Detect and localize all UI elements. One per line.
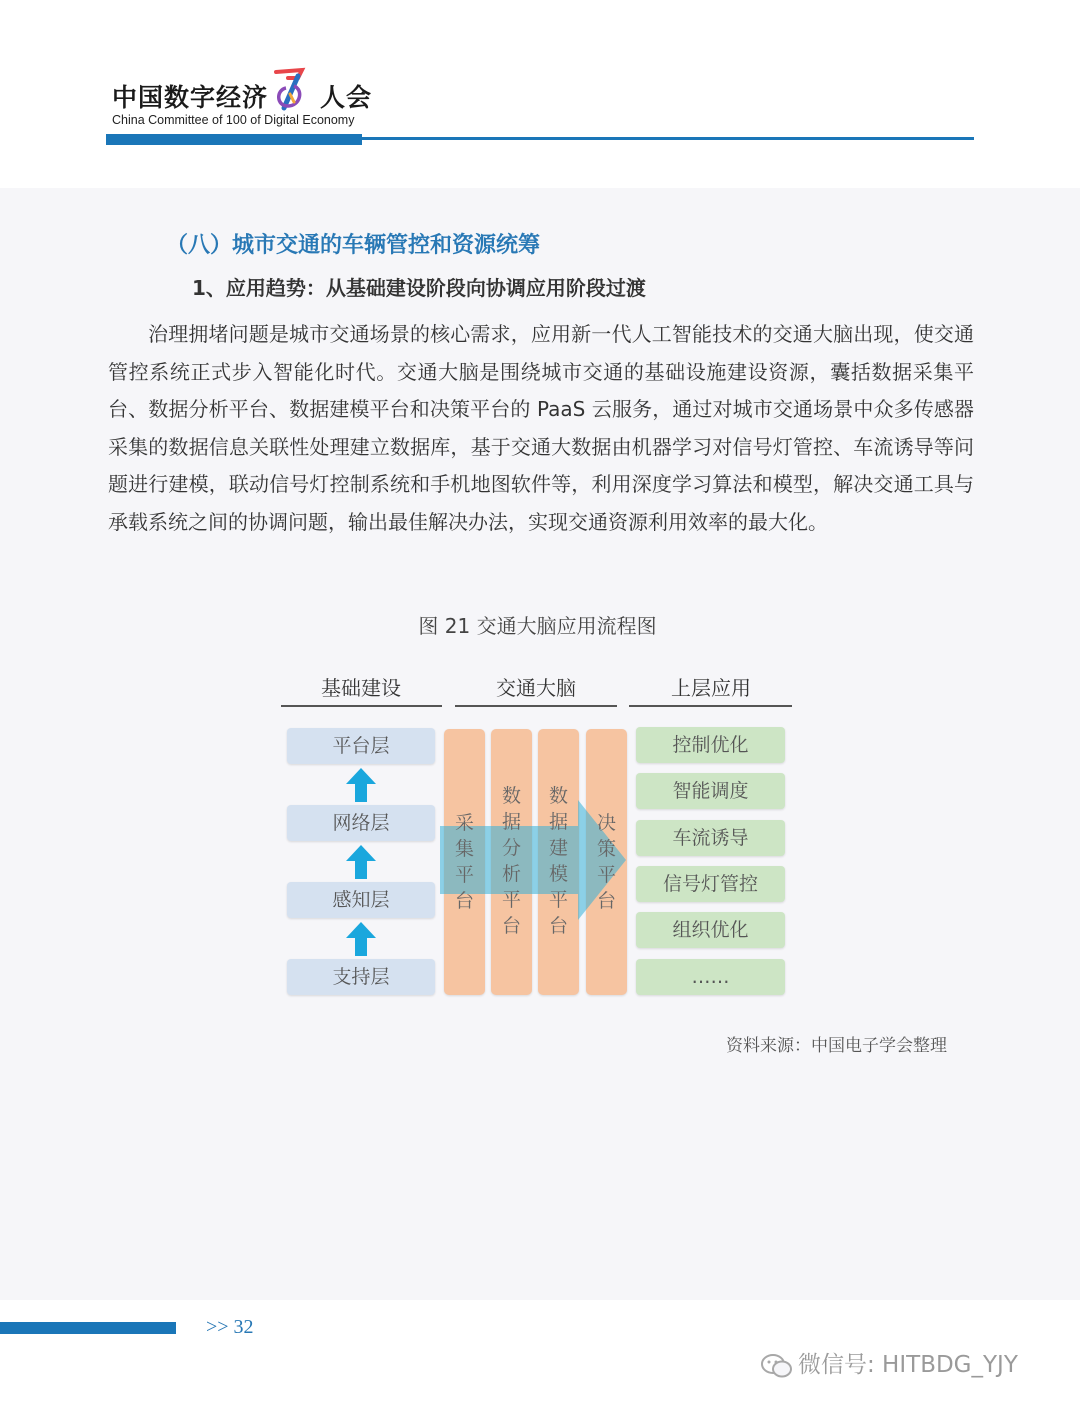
figure-source: 资料来源：中国电子学会整理	[726, 1036, 947, 1056]
platform-char: 平	[596, 864, 616, 886]
platform-decision-label	[586, 810, 627, 914]
wechat-id: 微信号: HITBDG_YJY	[798, 1352, 1018, 1378]
platform-char: 数	[501, 785, 521, 807]
platform-char: 平	[501, 889, 521, 911]
app-more: ……	[636, 959, 785, 995]
platform-char: 台	[596, 890, 616, 912]
platform-char: 策	[596, 838, 616, 860]
header-divider	[362, 137, 974, 140]
column-header-infrastructure: 基础建设	[321, 676, 401, 700]
footer-accent-bar	[0, 1322, 176, 1334]
up-arrow-icon	[346, 768, 376, 802]
layer-network: 网络层	[287, 805, 435, 841]
layer-platform: 平台层	[287, 728, 435, 764]
section-title: （八）城市交通的车辆管控和资源统筹	[166, 233, 541, 258]
page-number: >> 32	[206, 1316, 254, 1338]
platform-char: 台	[501, 915, 521, 937]
platform-char: 建	[548, 837, 568, 859]
column-underline	[455, 705, 617, 707]
up-arrow-icon	[346, 845, 376, 879]
platform-char: 平	[454, 864, 474, 886]
platform-collection-label	[444, 810, 485, 914]
layer-support: 支持层	[287, 959, 435, 995]
up-arrow-icon	[346, 922, 376, 956]
platform-analysis-label	[491, 783, 532, 939]
platform-char: 分	[501, 837, 521, 859]
app-smart-dispatch: 智能调度	[636, 773, 785, 809]
layer-perception: 感知层	[287, 882, 435, 918]
platform-modeling-label	[538, 783, 579, 939]
body-paragraph: 治理拥堵问题是城市交通场景的核心需求，应用新一代人工智能技术的交通大脑出现，使交通管控系统正式步入智能化时代。交通大脑是围绕城市交通的基础设施建设资源，囊括数据采集平台、数据分析平台、数据建模平台和决策平台的 PaaS 云服务，通过对城市交通场景中众多传感器采集的数据信息关联性处理建立数据库，基于交通大数据由机器学习对信号灯管控、车流诱导等问题进行建模，联动信号灯控制系统和手机地图软件等，利用深度学习算法和模型，解决交通工具与承载系统之间的协调问题，输出最佳解决办法，实现交通资源利用效率的最大化。	[108, 322, 974, 534]
app-organization-optimization: 组织优化	[636, 912, 785, 948]
app-signal-control: 信号灯管控	[636, 866, 785, 902]
page-header	[0, 0, 1080, 188]
platform-char: 台	[548, 915, 568, 937]
app-control-optimization: 控制优化	[636, 727, 785, 763]
platform-char: 决	[596, 812, 616, 834]
figure-caption: 图 21 交通大脑应用流程图	[418, 614, 657, 638]
org-logo-icon	[268, 66, 312, 112]
wechat-watermark	[760, 1346, 1018, 1380]
org-name-part1: 中国数字经济	[112, 83, 269, 112]
wechat-icon	[760, 1352, 794, 1380]
platform-char: 析	[501, 863, 521, 885]
platform-char: 集	[454, 838, 474, 860]
platform-char: 平	[548, 889, 568, 911]
header-accent-bar	[106, 134, 362, 145]
org-name-part2: 人会	[320, 83, 373, 112]
platform-char: 数	[548, 785, 568, 807]
column-header-applications: 上层应用	[671, 676, 751, 700]
column-underline	[281, 705, 442, 707]
section-subtitle: 1、应用趋势：从基础建设阶段向协调应用阶段过渡	[192, 276, 646, 300]
org-name-en: China Committee of 100 of Digital Economy	[112, 113, 355, 127]
platform-char: 模	[548, 863, 568, 885]
app-traffic-guidance: 车流诱导	[636, 820, 785, 856]
platform-char: 据	[501, 811, 521, 833]
platform-char: 台	[454, 890, 474, 912]
column-underline	[629, 705, 792, 707]
column-header-brain: 交通大脑	[496, 676, 576, 700]
org-logo-text	[112, 78, 372, 114]
platform-char: 据	[548, 811, 568, 833]
platform-char: 采	[454, 812, 474, 834]
